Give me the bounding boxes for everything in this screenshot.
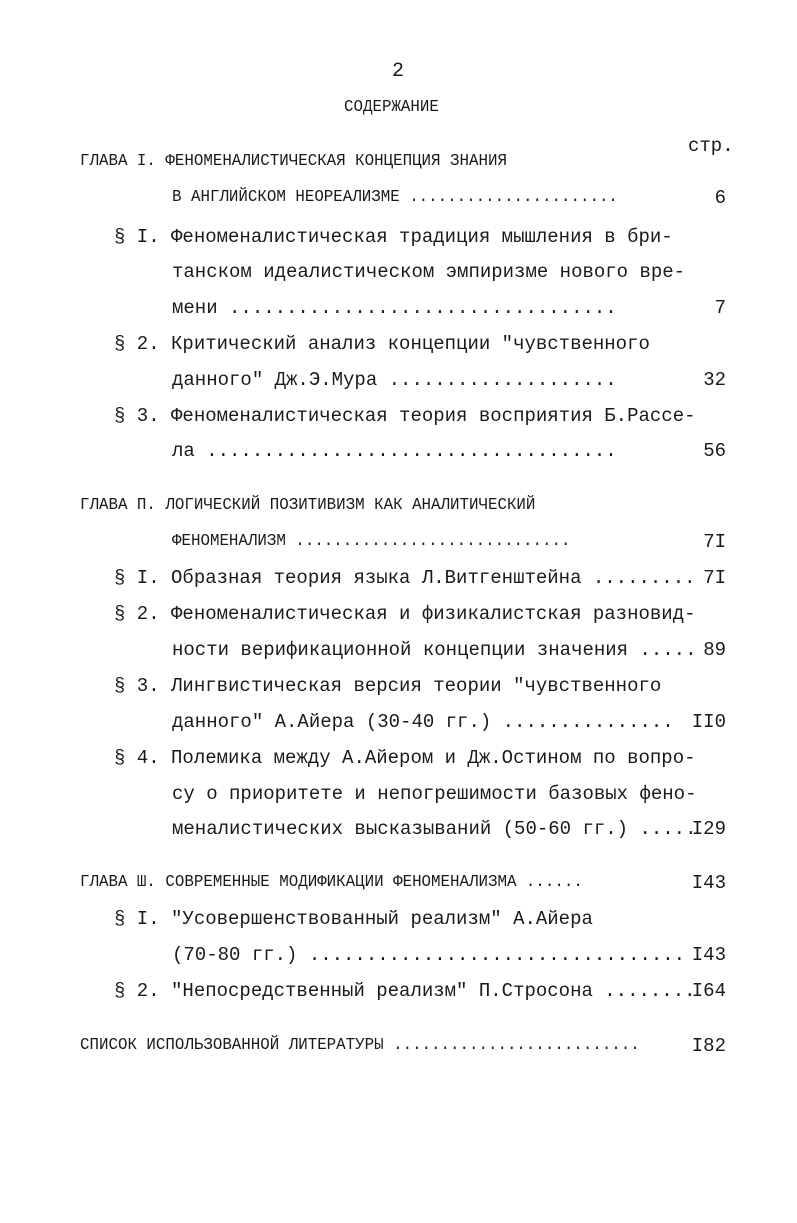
ch2-section-4-page: I29 [691, 818, 726, 840]
ch2-section-1-line1: § I. Образная теория языка Л.Витгенштейна ......... [114, 567, 696, 589]
chapter-2-title: ГЛАВА П. ЛОГИЧЕСКИЙ ПОЗИТИВИЗМ КАК АНАЛИТИЧЕСКИЙ [80, 496, 536, 515]
ch1-section-2-page: 32 [703, 369, 726, 391]
ch3-section-1-line2: (70-80 гг.) ................................. [172, 944, 686, 966]
ch2-section-4-line3: меналистических высказываний (50-60 гг.) ..... [172, 818, 697, 840]
ch3-section-2-line1: § 2. "Непосредственный реализм" П.Стросона ........ [114, 980, 696, 1002]
ch2-section-2-page: 89 [703, 639, 726, 661]
ch2-section-3-line2: данного" А.Айера (30-40 гг.) ............... [172, 711, 674, 733]
ch3-section-2-page: I64 [691, 980, 726, 1002]
ch2-section-3-line1: § 3. Лингвистическая версия теории "чувственного [114, 675, 662, 697]
chapter-1-page: 6 [714, 187, 726, 209]
ch1-section-2-line2: данного" Дж.Э.Мура .................... [172, 369, 617, 391]
ch1-section-1-line3: мени .................................. [172, 297, 617, 319]
ch1-section-3-line1: § 3. Феноменалистическая теория восприятия Б.Рассе- [114, 405, 696, 427]
ch2-section-2-line1: § 2. Феноменалистическая и физикалистская разновид- [114, 603, 696, 625]
ch2-section-4-line2: су о приоритете и непогрешимости базовых фено- [172, 783, 697, 805]
ch1-section-3-line2: ла .................................... [172, 440, 617, 462]
ch1-section-3-page: 56 [703, 440, 726, 462]
chapter-2-title-cont: ФЕНОМЕНАЛИЗМ ............................. [172, 532, 571, 551]
ch3-section-1-line1: § I. "Усовершенствованный реализм" А.Айера [114, 908, 593, 930]
ch1-section-1-page: 7 [714, 297, 726, 319]
chapter-2-page: 7I [703, 531, 726, 553]
chapter-1-title-cont: В АНГЛИЙСКОМ НЕОРЕАЛИЗМЕ ...................... [172, 188, 618, 207]
ch2-section-3-page: II0 [691, 711, 726, 733]
page-number: 2 [392, 60, 405, 83]
ch1-section-1-line2: танском идеалистическом эмпиризме нового вре- [172, 261, 686, 283]
ch2-section-1-page: 7I [703, 567, 726, 589]
ch3-section-1-page: I43 [691, 944, 726, 966]
ch2-section-4-line1: § 4. Полемика между А.Айером и Дж.Остином по вопро- [114, 747, 696, 769]
ch2-section-2-line2: ности верификационной концепции значения ..... [172, 639, 697, 661]
page-column-label: стр. [688, 135, 734, 157]
bibliography-page: I82 [691, 1035, 726, 1057]
ch1-section-2-line1: § 2. Критический анализ концепции "чувственного [114, 333, 650, 355]
ch1-section-1-line1: § I. Феноменалистическая традиция мышления в бри- [114, 226, 673, 248]
chapter-3-page: I43 [691, 872, 726, 894]
page-title: СОДЕРЖАНИЕ [344, 98, 439, 117]
chapter-3-title: ГЛАВА Ш. СОВРЕМЕННЫЕ МОДИФИКАЦИИ ФЕНОМЕНАЛИЗМА ...... [80, 873, 583, 892]
chapter-1-title: ГЛАВА I. ФЕНОМЕНАЛИСТИЧЕСКАЯ КОНЦЕПЦИЯ ЗНАНИЯ [80, 152, 507, 171]
bibliography-entry: СПИСОК ИСПОЛЬЗОВАННОЙ ЛИТЕРАТУРЫ .......................... [80, 1036, 640, 1055]
